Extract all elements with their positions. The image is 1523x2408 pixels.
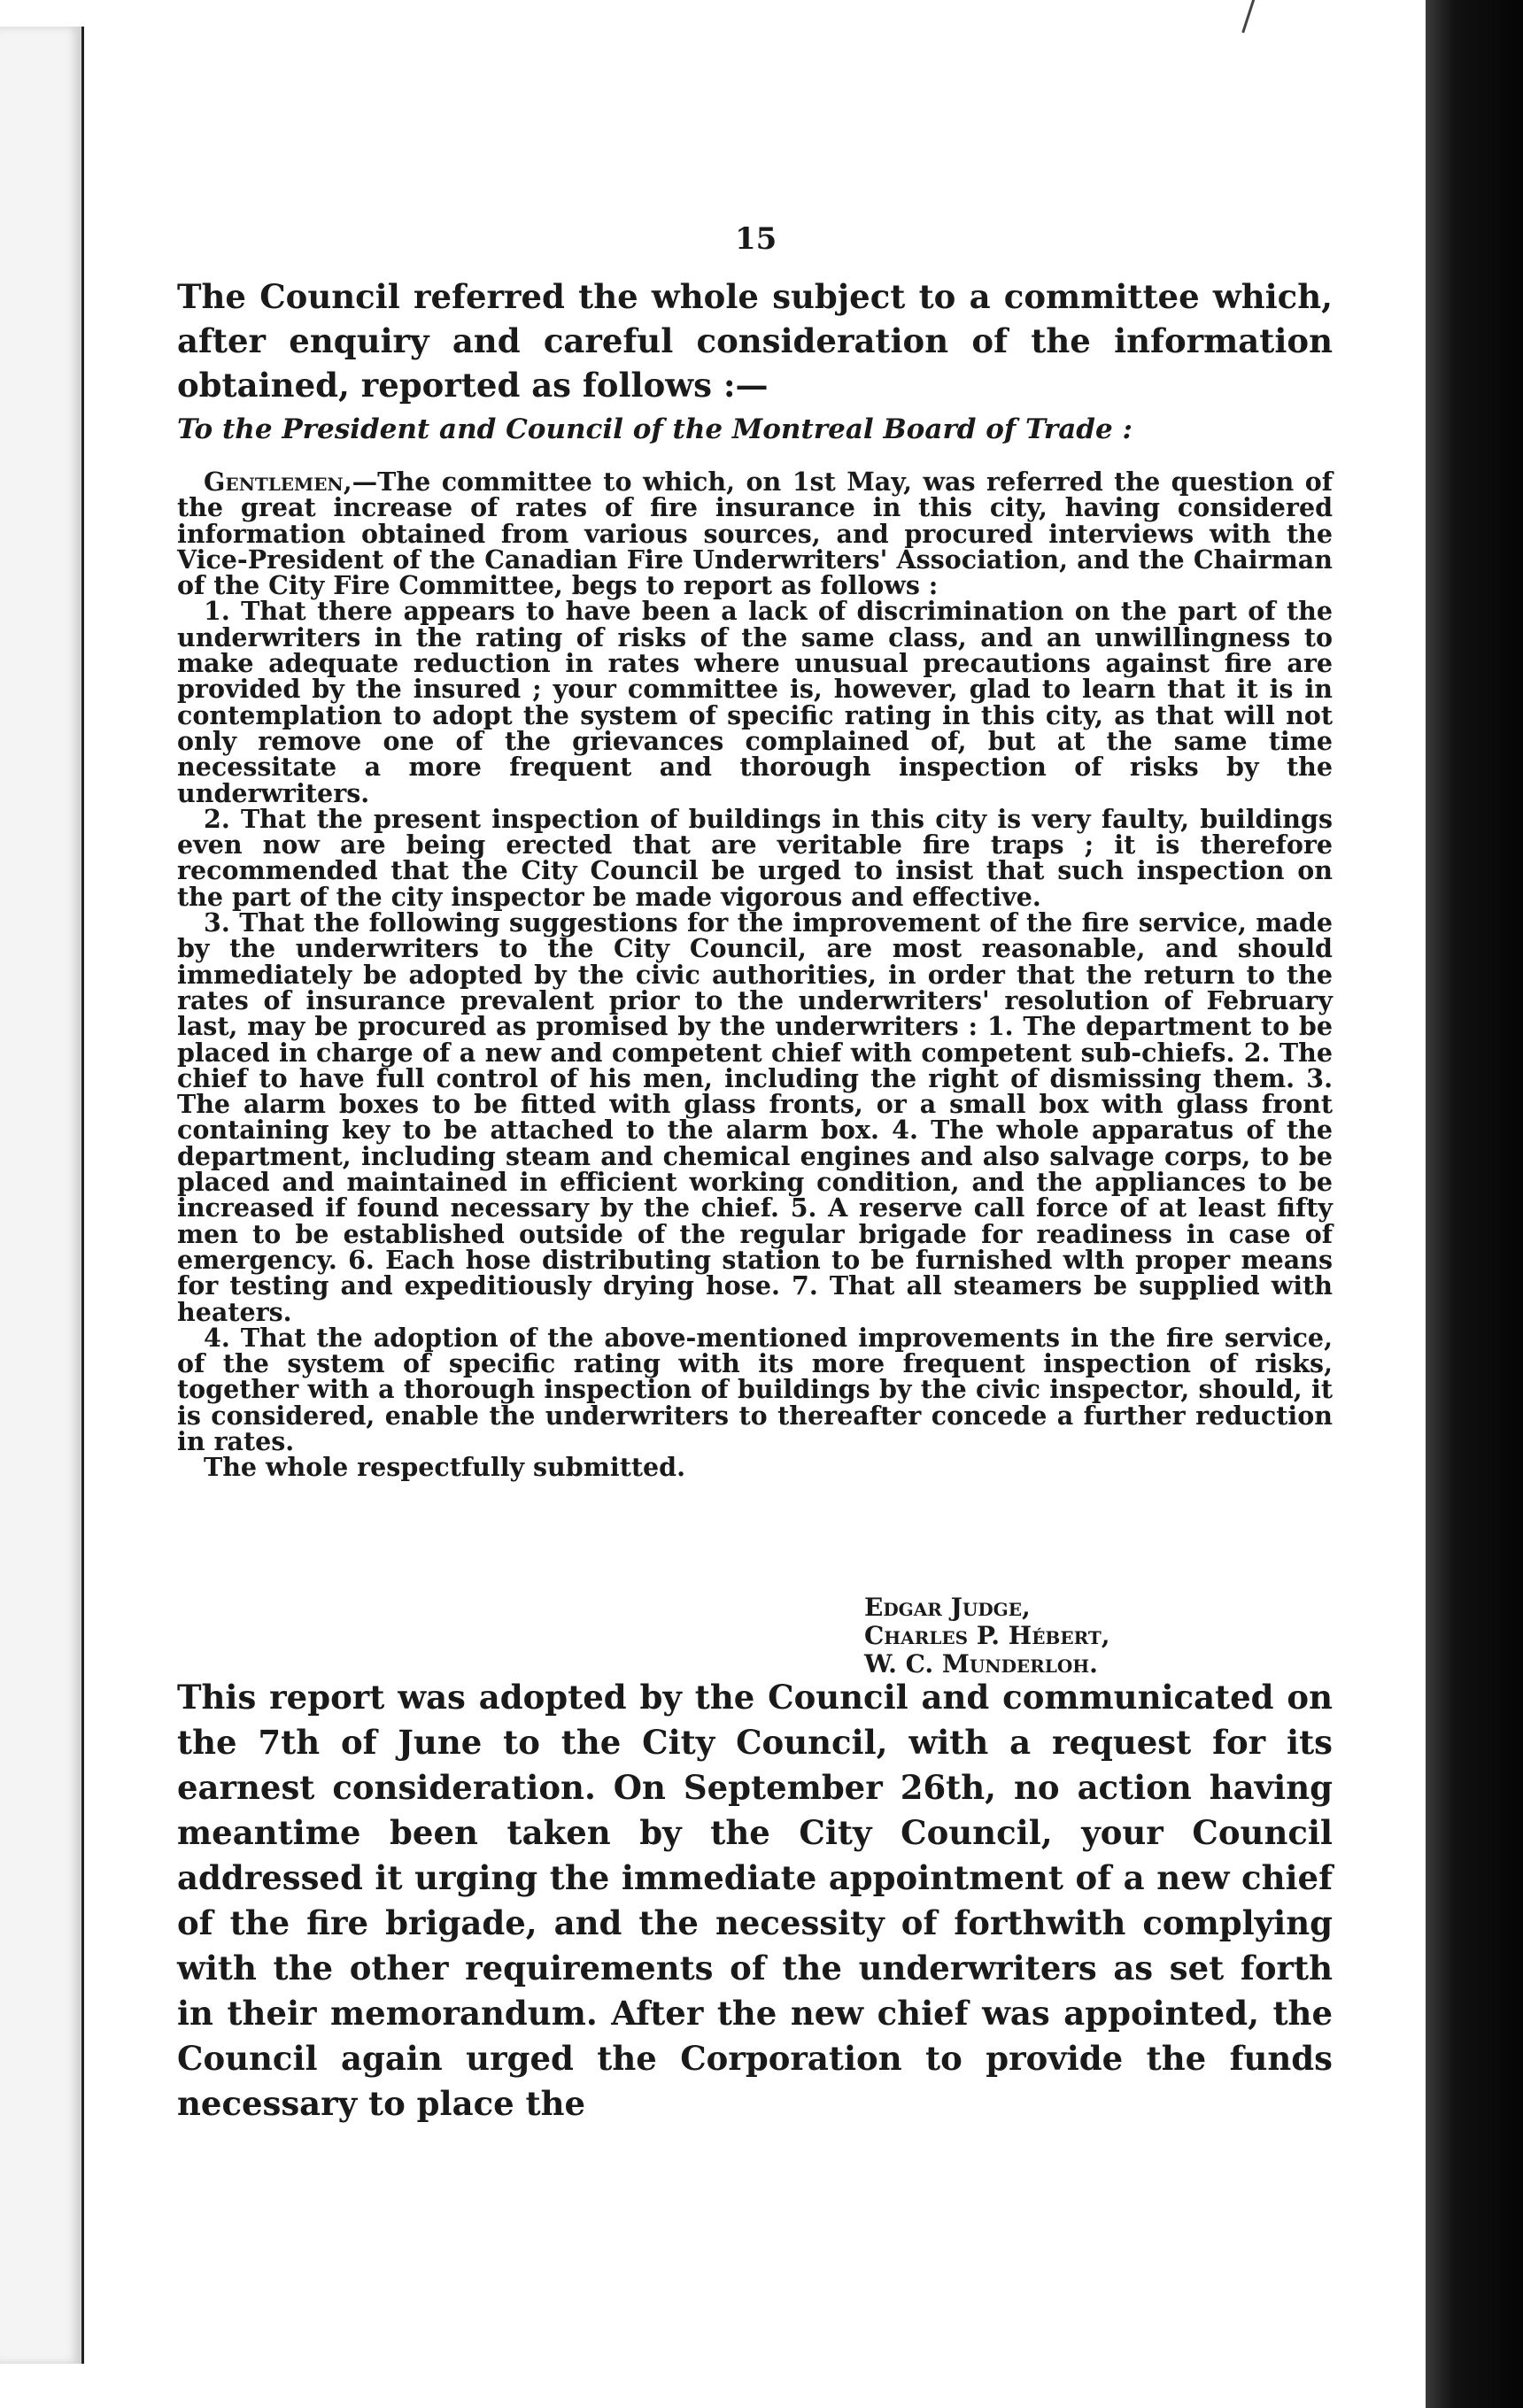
report-point-1: 1. That there appears to have been a lack of discrimination on the part of the underwriters in the rating of risks of the same class, and an unwillingness to make adequate reduction in rates where unusual precautions against fire are provided by the insured ; your committee is, however, glad to learn that it is in contemplation to adopt the system of specific rating in this city, as that will not only remove one of the grievances complained of, but at the same time necessitate a more frequent and thorough inspection of risks by the underwriters. [177,596,1333,808]
report-closing: The whole respectfully submitted. [204,1452,686,1483]
signature-2: Charles P. Hébert, [864,1621,1110,1650]
pen-mark [1241,0,1267,37]
scanner-background [1426,0,1523,2408]
report-point-3: 3. That the following suggestions for the improvement of the fire service, made by the underwriters to the City Council, are most reasonable, and should immediately be adopted by the civic authorities, in order that the return to the rates of insurance prevalent prior to the underwriters' resolution of February last, may be procured as promised by the underwriters : 1. The department to be placed in charge of a new and competent chief with competent sub-chiefs. 2. The chief to have full control of his men, including the right of dismissing them. 3. The alarm boxes to be fitted with glass fronts, or a small box with glass front containing key to be attached to the alarm box. 4. The whole apparatus of the department, including steam and chemical engines and also salvage corps, to be placed and maintained in efficient working condition, and the appliances to be increased if found necessary by the chief. 5. A reserve call force of at least fifty men to be established outside of the regular brigade for readiness in case of emergency. 6. Each hose distributing station to be furnished wlth proper means for testing and expeditiously drying hose. 7. That all steamers be supplied with heaters. [177,907,1333,1327]
adjacent-page-edge [0,27,84,2364]
signature-block [864,1594,1307,1679]
report-point-2: 2. That the present inspection of buildings in this city is very faulty, buildings even now are being erected that are veritable fire traps ; it is therefore recommended that the City Council be urged to insist that such inspection on the part of the city inspector be made vigorous and effective. [177,803,1333,912]
closing-paragraph [177,1675,1333,2126]
salutation: Gentlemen, [204,467,352,497]
signature-1: Edgar Judge, [864,1593,1031,1622]
intro-paragraph: The Council referred the whole subject to a committee which, after enquiry and careful consideration of the information obtained, reported as follows :— [177,277,1333,405]
committee-report [177,469,1333,1481]
report-address: To the President and Council of the Montreal Board of Trade : [177,413,1133,445]
page-number: 15 [735,221,777,257]
opening-text: —The committee to which, on 1st May, was referred the question of the great increase of rates of fire insurance in this city, having considered information obtained from various sources, and procured interviews with the Vice-President of the Canadian Fire Underwriters' Association, and the Chairman of the City Fire Committee, begs to report as follows : [177,467,1333,601]
signature-3: W. C. Munderloh. [864,1649,1098,1679]
report-opening [177,467,1333,601]
report-point-4: 4. That the adoption of the above-mentioned improvements in the fire service, of the system of specific rating with its more frequent inspection of risks, together with a thorough inspection of buildings by the civic inspector, should, it is considered, enable the underwriters to thereafter concede a further reduction in rates. [177,1322,1333,1456]
closing-text: This report was adopted by the Council and communicated on the 7th of June to the City Council, with a request for its earnest consideration. On September 26th, no action having meantime been taken by the City Council, your Council addressed it urging the immediate appointment of a new chief of the fire brigade, and the necessity of forthwith complying with the other requirements of the underwriters as set forth in their memorandum. After the new chief was appointed, the Council again urged the Corporation to provide the funds necessary to place the [177,1678,1333,2123]
